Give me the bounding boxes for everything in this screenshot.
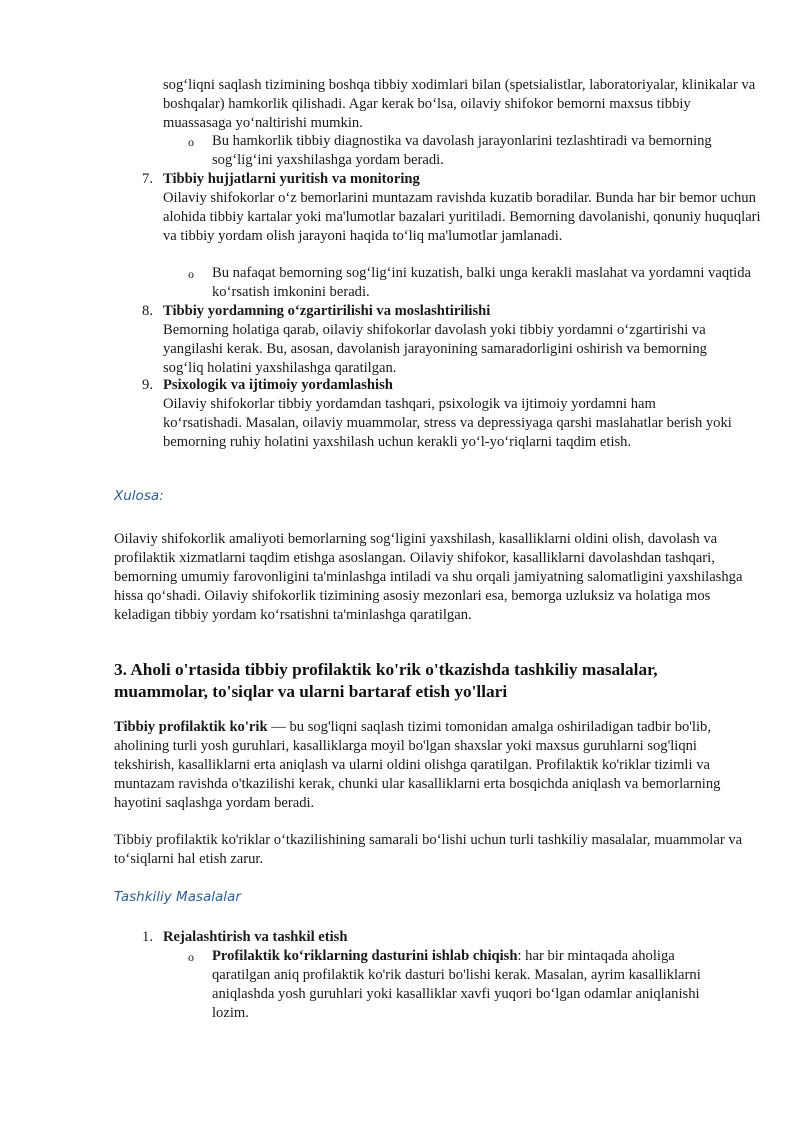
- xulosa-paragraph: Oilaviy shifokorlik amaliyoti bemorlarning sog‘ligini yaxshilash, kasalliklarni oldini olish, davolash va profilaktik xizmatlarni taqdim etishga asoslangan. Oilaviy shifokor, kasalliklarni davolashdan tashqari, bemorning umumiy farovonligini ta'minlashga intiladi va shu orqali jamiyatning salomatligini yaxshilashga hissa qo‘shadi. Oilaviy shifokorlik tizimining asosiy mezonlari esa, bemorga uzluksiz va holatiga mos keladigan tibbiy yordam ko‘rsatishni ta'minlashga qaratilgan.: [114, 531, 743, 623]
- list-item-text: Oilaviy shifokorlar tibbiy yordamdan tashqari, psixologik va ijtimoiy yordamni ham ko‘rsatishadi. Masalan, oilaviy muammolar, stress va depressiyaga qarshi maslahatlar berish yoki bemorning ruhiy holatini yaxshilash uchun kerakli yo‘l-yo‘riqlarni taqdim etish.: [163, 396, 732, 450]
- list-number: 8.: [142, 303, 153, 319]
- section-paragraph-2: Tibbiy profilaktik ko'riklar o‘tkazilishining samarali bo‘lishi uchun turli tashkiliy masalalar, muammolar va to‘siqlarni hal etish zarur.: [114, 832, 743, 867]
- list-item-title: Psixologik va ijtimoiy yordamlashish: [163, 377, 393, 393]
- intro-sub-item: Bu hamkorlik tibbiy diagnostika va davolash jarayonlarini tezlashtiradi va bemorning sog‘lig‘ini yaxshilashga yordam beradi.: [212, 133, 712, 168]
- bullet-marker: o: [188, 950, 194, 964]
- tashkiliy-heading: Tashkiliy Masalalar: [114, 889, 241, 905]
- bullet-marker: o: [188, 135, 194, 149]
- list-item-text: Bemorning holatiga qarab, oilaviy shifokorlar davolash yoki tibbiy yordamni o‘zgartirishi va yangilashi kerak. Bu, asosan, davolanish jarayonining samaradorligini oshirish va bemorning sog‘liq holatini yaxshilashga qaratilgan.: [163, 322, 707, 376]
- list-item-title: Tibbiy hujjatlarni yuritish va monitoring: [163, 171, 420, 187]
- bullet-marker: o: [188, 267, 194, 281]
- list-number: 9.: [142, 377, 153, 393]
- term-bold: Tibbiy profilaktik ko'rik: [114, 719, 268, 735]
- xulosa-heading: Xulosa:: [114, 488, 164, 504]
- list-item-title: Rejalashtirish va tashkil etish: [163, 929, 348, 945]
- list-number: 7.: [142, 171, 153, 187]
- list-item-sub: Bu nafaqat bemorning sog‘lig‘ini kuzatish, balki unga kerakli maslahat va yordamni vaqtida ko‘rsatish imkonini beradi.: [212, 265, 752, 300]
- sub-item-bold: Profilaktik ko‘riklarning dasturini ishlab chiqish: [212, 948, 518, 964]
- list-number: 1.: [142, 929, 153, 945]
- term-definition: — bu sog'liqni saqlash tizimi tomonidan amalga oshiriladigan tadbir bo'lib, aholining turli yosh guruhlari, kasalliklarga moyil bo'lgan shaxslar yoki maxsus guruhlarni sog'liqni tekshirish, kasalliklarni erta aniqlash va ularni oldini olishga qaratilgan. Profilaktik ko'riklar tizimli va muntazam ravishda o'tkazilishi kerak, chunki ular kasalliklarni erta bosqichda aniqlash va bemorlarning hayotini saqlashga yordam beradi.: [114, 719, 721, 811]
- intro-paragraph: sog‘liqni saqlash tizimining boshqa tibbiy xodimlari bilan (spetsialistlar, laboratoriyalar, klinikalar va boshqalar) hamkorlik qilishadi. Agar kerak bo‘lsa, oilaviy shifokor bemorni maxsus tibbiy muassasaga yo‘naltirishi mumkin.: [163, 77, 756, 131]
- sub-item-text: : har bir mintaqada aholiga qaratilgan aniq profilaktik ko'rik dasturi bo'lishi kerak. Masalan, ayrim kasalliklarni aniqlashda yosh guruhlari yoki kasalliklar xavfi yuqori bo‘lgan odamlar aniqlanishi lozim.: [212, 948, 701, 1021]
- section-heading: 3. Aholi o'rtasida tibbiy profilaktik ko'rik o'tkazishda tashkiliy masalalar, muammolar, to'siqlar va ularni bartaraf etish yo'llari: [114, 660, 658, 701]
- list-item-sub: [212, 947, 727, 1023]
- list-item-title: Tibbiy yordamning o‘zgartirilishi va moslashtirilishi: [163, 303, 491, 319]
- section-paragraph-1: [114, 718, 754, 813]
- list-item-text: Oilaviy shifokorlar o‘z bemorlarini muntazam ravishda kuzatib boradilar. Bunda har bir bemor uchun alohida tibbiy kartalar yoki ma'lumotlar bazalari yuritiladi. Bemorning davolanishi, qonuniy huquqlari va tibbiy yordam olish jarayoni haqida to‘liq ma'lumotlar jamlanadi.: [163, 190, 761, 244]
